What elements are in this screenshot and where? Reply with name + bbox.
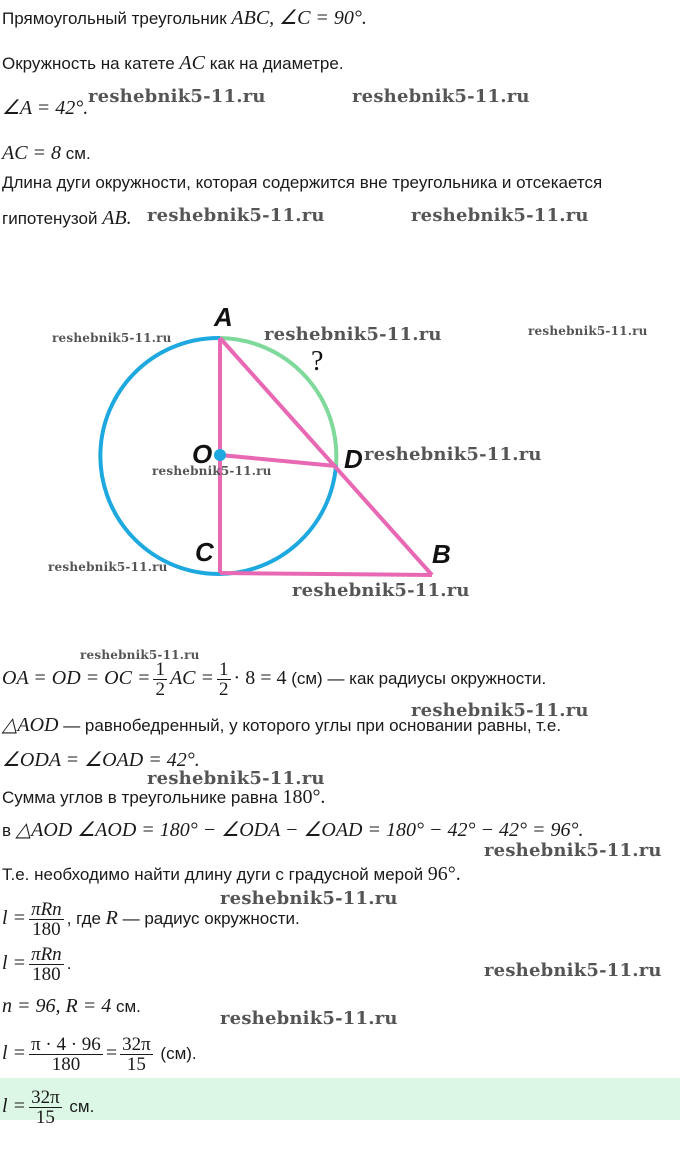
label-O: O	[192, 439, 213, 469]
solution-unit: (см).	[155, 1043, 197, 1063]
watermark: reshebnik5-11.ru	[147, 205, 325, 226]
watermark: reshebnik5-11.ru	[52, 331, 172, 345]
solution-math: 180°.	[282, 786, 326, 808]
watermark: reshebnik5-11.ru	[88, 86, 266, 107]
statement-text: как на диаметре.	[204, 54, 344, 73]
watermark: reshebnik5-11.ru	[292, 580, 470, 601]
statement-line-2	[2, 52, 344, 75]
statement-unit: см.	[61, 144, 91, 163]
solution-unit: см.	[111, 997, 141, 1016]
solution-text: — равнобедренный, у которого углы при основании равны, т.е.	[58, 716, 562, 735]
fraction-numerator: 1	[219, 659, 229, 680]
statement-line-4	[2, 142, 91, 165]
solution-text: — радиус окружности.	[117, 908, 300, 928]
statement-math: AC = 8	[2, 142, 62, 164]
label-C: C	[195, 537, 214, 567]
statement-text: Длина дуги окружности, которая содержится вне треугольника и отсекается	[2, 173, 603, 192]
watermark: reshebnik5-11.ru	[484, 960, 662, 981]
watermark: reshebnik5-11.ru	[528, 324, 648, 338]
solution-line-5	[2, 819, 583, 842]
solution-math: l =	[2, 906, 27, 929]
watermark: reshebnik5-11.ru	[411, 205, 589, 226]
fraction-half	[217, 660, 231, 699]
fraction-numerator: πRn	[31, 899, 62, 920]
statement-math: ∠A = 42°.	[2, 97, 89, 119]
center-point-O	[214, 449, 226, 461]
solution-math: =	[105, 1041, 118, 1064]
solution-line-9	[2, 995, 141, 1018]
fraction-denominator: 15	[29, 1107, 62, 1127]
watermark: reshebnik5-11.ru	[411, 700, 589, 721]
leg-CB	[220, 573, 432, 575]
solution-math: R	[105, 906, 118, 929]
fraction-half	[153, 660, 167, 699]
statement-math: AC	[179, 52, 205, 74]
watermark: reshebnik5-11.ru	[152, 464, 272, 478]
statement-line-5	[2, 172, 602, 194]
fraction-numerator: π · 4 · 96	[31, 1034, 101, 1055]
watermark: reshebnik5-11.ru	[220, 888, 398, 909]
solution-math: △AOD	[2, 714, 59, 736]
watermark: reshebnik5-11.ru	[147, 768, 325, 789]
fraction-numerator: 1	[155, 659, 165, 680]
fraction-denominator: 2	[219, 679, 229, 700]
fraction-denominator: 2	[155, 679, 165, 700]
statement-line-3	[2, 97, 88, 120]
label-D: D	[344, 444, 363, 474]
watermark: reshebnik5-11.ru	[80, 648, 200, 662]
statement-line-6	[2, 207, 132, 230]
answer-line	[2, 1088, 94, 1127]
statement-text: Прямоугольный треугольник	[2, 9, 232, 28]
answer-unit: см.	[64, 1096, 95, 1116]
statement-math: AB.	[102, 207, 132, 229]
answer-fraction	[29, 1088, 62, 1127]
watermark: reshebnik5-11.ru	[220, 1008, 398, 1029]
solution-text: (см) — как радиусы окружности.	[286, 668, 547, 688]
statement-text: гипотенузой	[2, 209, 103, 228]
label-B: B	[432, 539, 451, 569]
fraction-numerator: 32π	[122, 1034, 151, 1055]
answer-math: l =	[2, 1094, 27, 1117]
solution-math: 96°.	[427, 863, 461, 885]
fraction-denominator: 180	[29, 964, 64, 984]
fraction-computation	[29, 1035, 103, 1074]
solution-math: OA = OD = OC =	[2, 666, 151, 689]
solution-math: l =	[2, 1041, 27, 1064]
solution-math: ∠ODA = ∠OAD = 42°.	[2, 749, 200, 771]
statement-text: Окружность на катете	[2, 54, 180, 73]
solution-math: l =	[2, 951, 27, 974]
statement-math: ABC, ∠C = 90°.	[231, 7, 367, 29]
solution-math: n = 96, R = 4	[2, 995, 112, 1017]
solution-line-4	[2, 786, 325, 809]
watermark: reshebnik5-11.ru	[364, 444, 542, 465]
answer-highlight	[0, 1078, 680, 1128]
watermark: reshebnik5-11.ru	[352, 86, 530, 107]
solution-line-6	[2, 863, 461, 886]
solution-text: .	[66, 953, 72, 973]
fraction-formula	[29, 945, 64, 984]
fraction-denominator: 15	[120, 1054, 153, 1074]
watermark: reshebnik5-11.ru	[484, 840, 662, 861]
label-A: A	[214, 302, 233, 332]
solution-text: , где	[66, 908, 106, 928]
fraction-denominator: 180	[29, 919, 64, 939]
solution-math: △AOD ∠AOD = 180° − ∠ODA − ∠OAD = 180° − 42° − 42° = 96°.	[15, 819, 584, 841]
solution-text: Т.е. необходимо найти длину дуги с градусной мерой	[2, 865, 428, 884]
solution-text: в	[2, 821, 16, 840]
watermark: reshebnik5-11.ru	[264, 324, 442, 345]
solution-math: AC =	[169, 666, 215, 689]
question-mark: ?	[311, 346, 324, 377]
solution-text: Сумма углов в треугольнике равна	[2, 788, 283, 807]
fraction-numerator: 32π	[31, 1087, 60, 1108]
fraction-denominator: 180	[29, 1054, 103, 1074]
fraction-formula	[29, 900, 64, 939]
fraction-numerator: πRn	[31, 944, 62, 965]
solution-math: · 8 = 4	[233, 666, 287, 689]
solution-line-1	[2, 660, 546, 699]
solution-line-10	[2, 1035, 197, 1074]
solution-line-8	[2, 945, 71, 984]
fraction-result	[120, 1035, 153, 1074]
watermark: reshebnik5-11.ru	[48, 560, 168, 574]
statement-line-1	[2, 7, 367, 30]
